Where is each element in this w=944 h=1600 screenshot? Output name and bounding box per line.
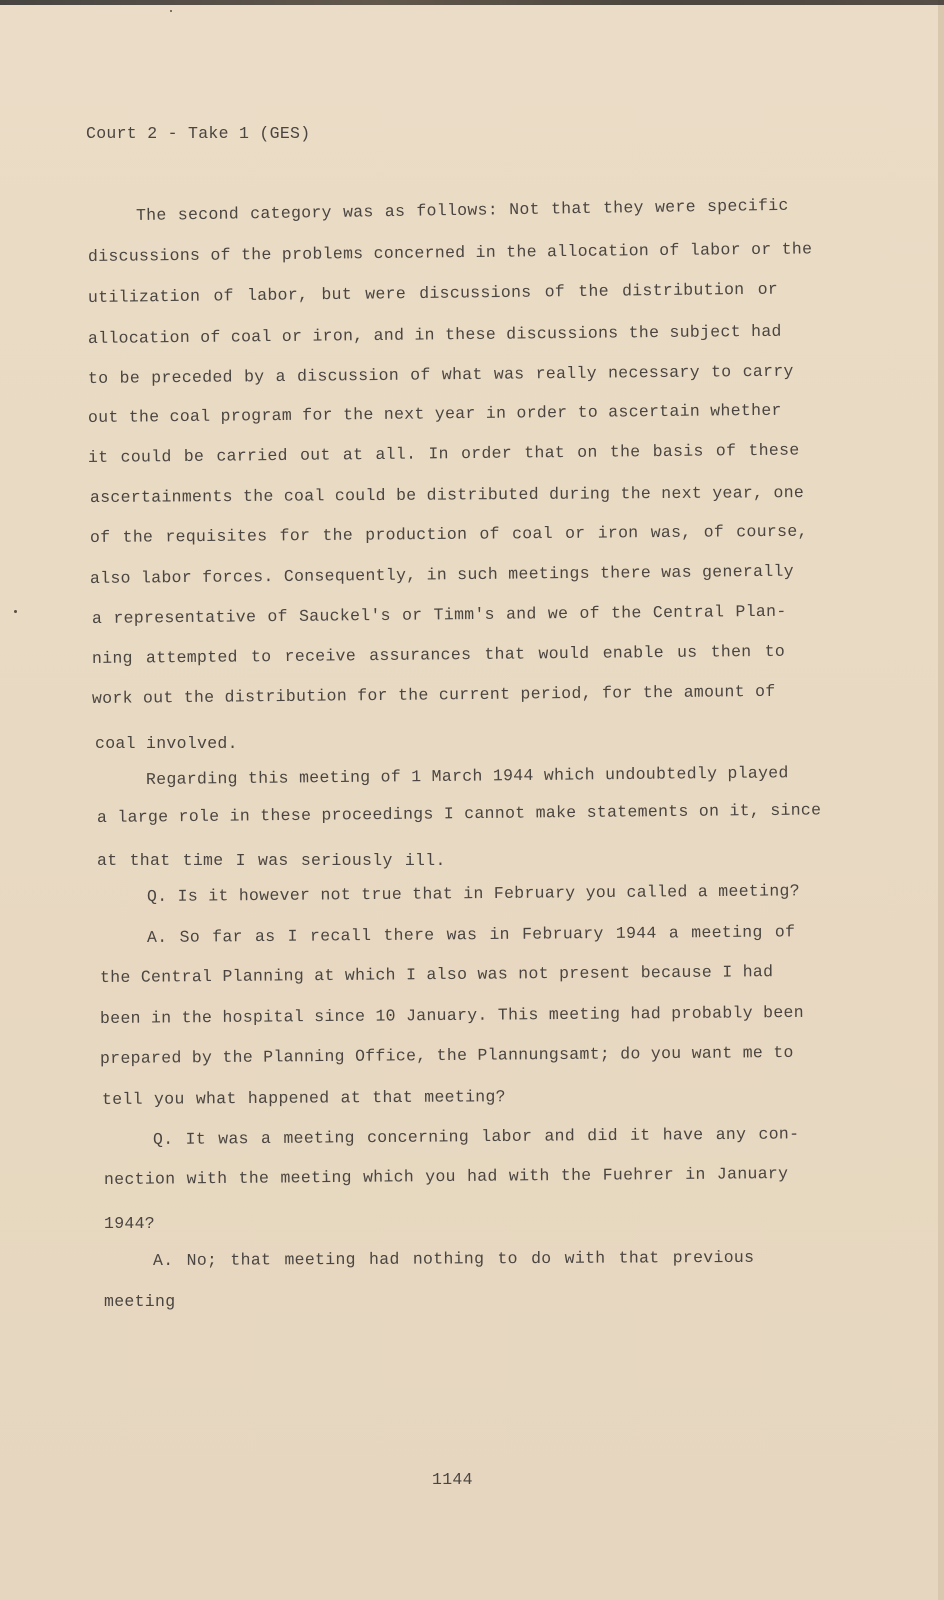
text-line: allocation of coal or iron, and in these discussions the subject had bbox=[87, 321, 782, 348]
text-line: Q. Is it however not true that in February you called a meeting? bbox=[146, 881, 800, 906]
text-line: a large role in these proceedings I cannot make statements on it, since bbox=[96, 800, 822, 827]
text-line: at that time I was seriously ill. bbox=[97, 851, 446, 870]
text-line: a representative of Sauckel's or Timm's and we of the Central Plan- bbox=[91, 601, 787, 628]
text-line: work out the distribution for the current period, for the amount of bbox=[91, 681, 776, 708]
text-line: tell you what happened at that meeting? bbox=[101, 1087, 506, 1109]
text-line: A. No; that meeting had nothing to do with that previous bbox=[152, 1247, 755, 1270]
text-line: it could be carried out at all. In order that on the basis of these bbox=[87, 440, 800, 467]
text-line: Q. It was a meeting concerning labor and did it have any con- bbox=[152, 1124, 800, 1149]
paper-speck bbox=[170, 10, 172, 12]
text-line: The second category was as follows: Not that they were specific bbox=[135, 195, 789, 225]
text-line: been in the hospital since 10 January. This meeting had probably been bbox=[99, 1002, 804, 1028]
paper-speck bbox=[14, 610, 17, 613]
text-line: the Central Planning at which I also was not present because I had bbox=[99, 962, 774, 987]
text-line: 1944? bbox=[104, 1214, 156, 1233]
text-line: out the coal program for the next year in order to ascertain whether bbox=[87, 400, 782, 427]
page-number: 1144 bbox=[432, 1470, 473, 1489]
text-line: ning attempted to receive assurances that would enable us then to bbox=[91, 641, 786, 668]
text-line: of the requisites for the production of coal or iron was, of course, bbox=[89, 521, 808, 547]
text-line: Regarding this meeting of 1 March 1944 which undoubtedly played bbox=[145, 763, 789, 789]
text-line: also labor forces. Consequently, in such meetings there was generally bbox=[89, 561, 794, 588]
text-line: ascertainments the coal could be distributed during the next year, one bbox=[89, 483, 805, 507]
text-line: meeting bbox=[104, 1292, 176, 1311]
text-line: utilization of labor, but were discussions of the distribution or bbox=[87, 279, 779, 307]
page-top-edge bbox=[0, 0, 944, 5]
page-header: Court 2 - Take 1 (GES) bbox=[86, 124, 311, 143]
text-line: discussions of the problems concerned in the allocation of labor or the bbox=[87, 239, 813, 266]
text-line: prepared by the Planning Office, the Plannungsamt; do you want me to bbox=[99, 1042, 794, 1068]
text-line: nection with the meeting which you had with the Fuehrer in January bbox=[103, 1164, 789, 1189]
text-line: A. So far as I recall there was in February 1944 a meeting of bbox=[146, 922, 796, 947]
text-line: coal involved. bbox=[95, 734, 238, 753]
text-line: to be preceded by a discussion of what was really necessary to carry bbox=[87, 361, 794, 388]
